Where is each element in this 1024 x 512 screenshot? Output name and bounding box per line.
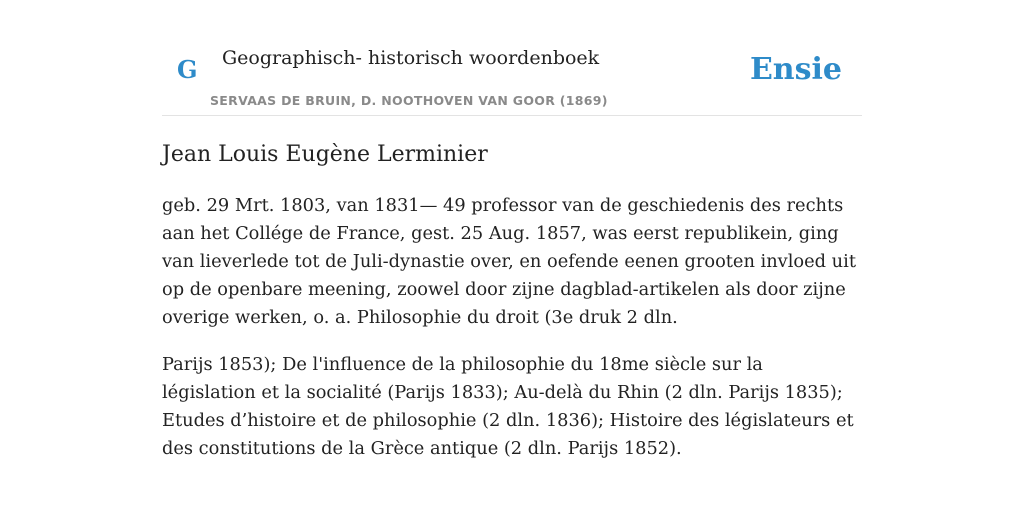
entry-paragraph: geb. 29 Mrt. 1803, van 1831— 49 professor van de geschiedenis des rechts aan het Collége de France, gest. 25 Aug. 1857, was eerst republikein, ging van lieverlede tot de Juli-dynastie over, en oefende eenen grooten invloed uit op de openbare meening, zoowel door zijne dagblad-artikelen als door zijne overige werken, o. a. Philosophie du droit (3e druk 2 dln. <box>162 195 856 328</box>
book-title-link[interactable]: Geographisch- historisch woordenboek <box>222 47 600 69</box>
entry-content <box>162 140 862 463</box>
entry-title: Jean Louis Eugène Lerminier <box>162 142 488 167</box>
book-header <box>162 0 862 116</box>
ensie-brand-logo[interactable]: Ensie <box>749 52 842 87</box>
book-logo-letter[interactable]: G <box>177 55 198 84</box>
book-authors: SERVAAS DE BRUIN, D. NOOTHOVEN VAN GOOR (1869) <box>210 93 608 108</box>
entry-paragraph: Parijs 1853); De l'influence de la philosophie du 18me siècle sur la législation et la socialité (Parijs 1833); Au-delà du Rhin (2 dln. Parijs 1835); Etudes d’histoire et de philosophie (2 dln. 1836); Histoire des législateurs et des constitutions de la Grèce antique (2 dln. Parijs 1852). <box>162 354 854 459</box>
